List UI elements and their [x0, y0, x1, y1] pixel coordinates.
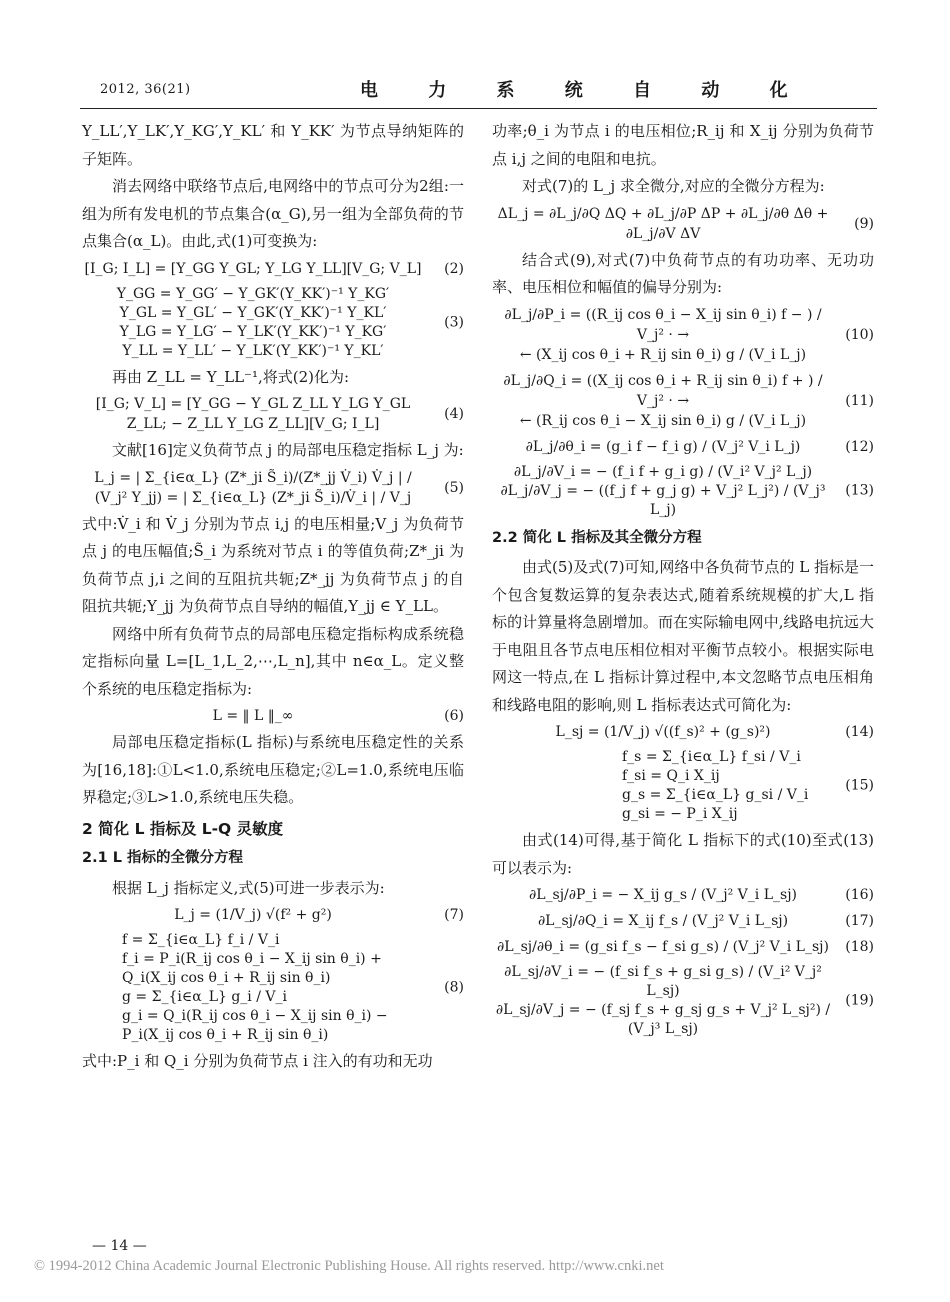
equation-11 [492, 368, 874, 434]
paragraph: 式中:V̇_i 和 V̇_j 分别为节点 i,j 的电压相量;V_j 为负荷节点 j 的电压幅值;S̃_i 为系统对节点 i 的等值负荷;Z*_ji 为负荷节点 j,i 之间的互阻抗共轭;Z*_jj 为负荷节点 j 的自阻抗共轭;Y_jj 为负荷节点自导纳的幅值,Y_jj ∈ Y_LL。 [82, 514, 464, 615]
equation-body: L_sj = (1/V_j) √((f_s)² + (g_s)²) [555, 724, 771, 740]
equation-number: (15) [845, 777, 874, 794]
equation-number: (2) [444, 260, 464, 277]
subsection-heading: 2.1 L 指标的全微分方程 [82, 850, 244, 866]
equation-number: (3) [444, 314, 464, 330]
equation-body: ∂L_j/∂θ_i = (g_i f − f_i g) / (V_j² V_i L_j) [525, 438, 801, 455]
journal-title: 电 力 系 统 自 动 化 [360, 80, 810, 101]
equation-12 [492, 434, 874, 460]
equation-line: ∂L_j/∂P_i = ((R_ij cos θ_i − X_ij sin θ_i) f − ) / V_j² · → [504, 306, 822, 343]
equation-19 [492, 960, 874, 1042]
equation-line: Y_LG = Y_LG′ − Y_LK′(Y_KK′)⁻¹ Y_KG′ [119, 323, 387, 340]
equation-line: g_s = Σ_{i∈α_L} g_si / V_i [622, 787, 809, 803]
copyright-notice: © 1994-2012 China Academic Journal Electronic Publishing House. All rights reserved. http://www.cnki.net [34, 1258, 664, 1274]
equation-8 [82, 928, 464, 1048]
paragraph: 功率;θ_i 为节点 i 的电压相位;R_ij 和 X_ij 分别为负荷节点 i,j 之间的电阻和电抗。 [492, 122, 874, 168]
page-number: — 14 — [92, 1238, 147, 1254]
equation-14 [492, 719, 874, 745]
equation-line: Y_GL = Y_GL′ − Y_GK′(Y_KK′)⁻¹ Y_KL′ [119, 304, 387, 321]
equation-line: Y_LL = Y_LL′ − Y_LK′(Y_KK′)⁻¹ Y_KL′ [122, 342, 384, 359]
equation-7 [82, 902, 464, 928]
equation-body: ∂L_sj/∂P_i = − X_ij g_s / (V_j² V_i L_sj) [528, 887, 798, 903]
equation-line: ∂L_j/∂V_i = − (f_i f + g_i g) / (V_i² V_j² L_j) [513, 463, 813, 480]
equation-body: ∂L_sj/∂Q_i = X_ij f_s / (V_j² V_i L_sj) [537, 913, 789, 929]
equation-line: ∂L_sj/∂V_j = − (f_sj f_s + g_sj g_s + V_j² L_sj²) / (V_j³ L_sj) [495, 1002, 831, 1037]
equation-line: Q_i(X_ij cos θ_i + R_ij sin θ_i) [122, 970, 331, 986]
equation-number: (5) [444, 479, 464, 496]
equation-6 [82, 703, 464, 729]
equation-line: ∂L_j/∂V_j = − ((f_j f + g_j g) + V_j² L_j²) / (V_j³ L_j) [500, 482, 826, 518]
paragraph: 局部电压稳定指标(L 指标)与系统电压稳定性的关系为[16,18]:①L<1.0,系统电压稳定;②L=1.0,系统电压临界稳定;③L>1.0,系统电压失稳。 [82, 733, 464, 806]
equation-number: (18) [845, 939, 874, 955]
equation-line: ← (R_ij cos θ_i − X_ij sin θ_i) g / (V_i L_j) [519, 412, 807, 429]
equation-body: [I_G; V_L] = [Y_GG − Y_GL Z_LL Y_LG Y_GL Z_LL; − Z_LL Y_LG Z_LL][V_G; I_L] [95, 396, 411, 432]
equation-number: (12) [845, 438, 874, 455]
equation-number: (9) [854, 215, 874, 232]
paragraph: 再由 Z_LL = Y_LL⁻¹,将式(2)化为: [112, 367, 350, 386]
equation-line: f_si = Q_i X_ij [622, 768, 720, 784]
paragraph: 文献[16]定义负荷节点 j 的局部电压稳定指标 L_j 为: [112, 441, 464, 459]
equation-number: (8) [444, 979, 464, 996]
section-heading: 2 简化 L 指标及 L-Q 灵敏度 [82, 819, 284, 838]
equation-body: L_j = (1/V_j) √(f² + g²) [174, 907, 332, 923]
equation-line: g = Σ_{i∈α_L} g_i / V_i [122, 989, 287, 1005]
journal-issue: 2012, 36(21) [100, 82, 191, 97]
equation-body: ΔL_j = ∂L_j/∂Q ΔQ + ∂L_j/∂P ΔP + ∂L_j/∂θ Δθ + ∂L_j/∂V ΔV [497, 205, 829, 242]
equation-3 [82, 282, 464, 364]
equation-line: f = Σ_{i∈α_L} f_i / V_i [122, 932, 280, 948]
equation-4 [82, 391, 464, 437]
equation-number: (19) [845, 992, 874, 1009]
paragraph: 根据 L_j 指标定义,式(5)可进一步表示为: [112, 878, 385, 897]
equation-5 [82, 465, 464, 511]
equation-line: g_i = Q_i(R_ij cos θ_i − X_ij sin θ_i) − [122, 1008, 388, 1024]
equation-body: ∂L_sj/∂θ_i = (g_si f_s − f_si g_s) / (V_j² V_i L_sj) [497, 939, 829, 955]
equation-line: ← (X_ij cos θ_i + R_ij sin θ_i) g / (V_i L_j) [519, 346, 807, 363]
paragraph: 式中:P_i 和 Q_i 分别为负荷节点 i 注入的有功和无功 [82, 1052, 433, 1070]
paragraph: 对式(7)的 L_j 求全微分,对应的全微分方程为: [522, 177, 825, 195]
equation-number: (7) [444, 907, 464, 923]
paragraph: 结合式(9),对式(7)中负荷节点的有功功率、无功功率、电压相位和幅值的偏导分别为: [492, 250, 874, 296]
equation-18 [492, 934, 874, 960]
equation-body: L_j = | Σ_{i∈α_L} (Z*_ji S̃_i)/(Z*_jj V̇_i) V̇_j | / (V_j² Y_jj) = | Σ_{i∈α_L} (Z*_ji S̃_i)/V̇_i | / V_j [94, 469, 412, 506]
equation-16 [492, 882, 874, 908]
header-rule [80, 108, 877, 109]
right-column [492, 118, 874, 1042]
equation-number: (14) [845, 724, 874, 740]
paragraph: 由式(5)及式(7)可知,网络中各负荷节点的 L 指标是一个包含复数运算的复杂表达式,随着系统规模的扩大,L 指标的计算量将急剧增加。而在实际输电网中,线路电抗远大于电阻且各节点电压相位相对平衡节点较小。根据实际电网这一特点,在 L 指标计算过程中,本文忽略节点电压相角和线路电阻的影响,则 L 指标表达式可简化为: [492, 558, 874, 714]
equation-9 [492, 201, 874, 247]
equation-2 [82, 256, 464, 282]
equation-number: (4) [444, 406, 464, 422]
equation-number: (11) [845, 392, 874, 409]
equation-line: ∂L_sj/∂V_i = − (f_si f_s + g_si g_s) / (V_i² V_j² L_sj) [504, 964, 822, 999]
subsection-heading: 2.2 简化 L 指标及其全微分方程 [492, 529, 702, 546]
equation-line: f_i = P_i(R_ij cos θ_i − X_ij sin θ_i) + [122, 951, 382, 967]
equation-number: (6) [444, 708, 464, 724]
equation-15 [492, 745, 874, 827]
equation-line: g_si = − P_i X_ij [622, 806, 738, 822]
paragraph: 消去网络中联络节点后,电网络中的节点可分为2组:一组为所有发电机的节点集合(α_G),另一组为全部负荷的节点集合(α_L)。由此,式(1)可变换为: [82, 177, 464, 250]
paragraph: 由式(14)可得,基于简化 L 指标下的式(10)至式(13)可以表示为: [492, 831, 874, 877]
paragraph: Y_LL′,Y_LK′,Y_KG′,Y_KL′ 和 Y_KK′ 为节点导纳矩阵的子矩阵。 [82, 122, 464, 168]
left-column [82, 118, 464, 1076]
equation-number: (16) [845, 887, 874, 903]
equation-line: Y_GG = Y_GG′ − Y_GK′(Y_KK′)⁻¹ Y_KG′ [116, 285, 390, 302]
equation-line: ∂L_j/∂Q_i = ((X_ij cos θ_i + R_ij sin θ_i) f + ) / V_j² · → [503, 372, 823, 409]
equation-body: L = ‖ L ‖_∞ [212, 708, 294, 724]
equation-number: (10) [845, 326, 874, 343]
paragraph: 网络中所有负荷节点的局部电压稳定指标构成系统稳定指标向量 L=[L_1,L_2,⋯,L_n],其中 n∈α_L。定义整个系统的电压稳定指标为: [82, 624, 464, 698]
equation-number: (17) [845, 913, 874, 929]
equation-13 [492, 460, 874, 523]
equation-body: [I_G; I_L] = [Y_GG Y_GL; Y_LG Y_LL][V_G; V_L] [84, 260, 422, 277]
equation-line: f_s = Σ_{i∈α_L} f_si / V_i [622, 749, 801, 765]
equation-10 [492, 302, 874, 368]
equation-line: P_i(X_ij cos θ_i + R_ij sin θ_i) [122, 1027, 329, 1043]
equation-17 [492, 908, 874, 934]
equation-number: (13) [845, 482, 874, 499]
